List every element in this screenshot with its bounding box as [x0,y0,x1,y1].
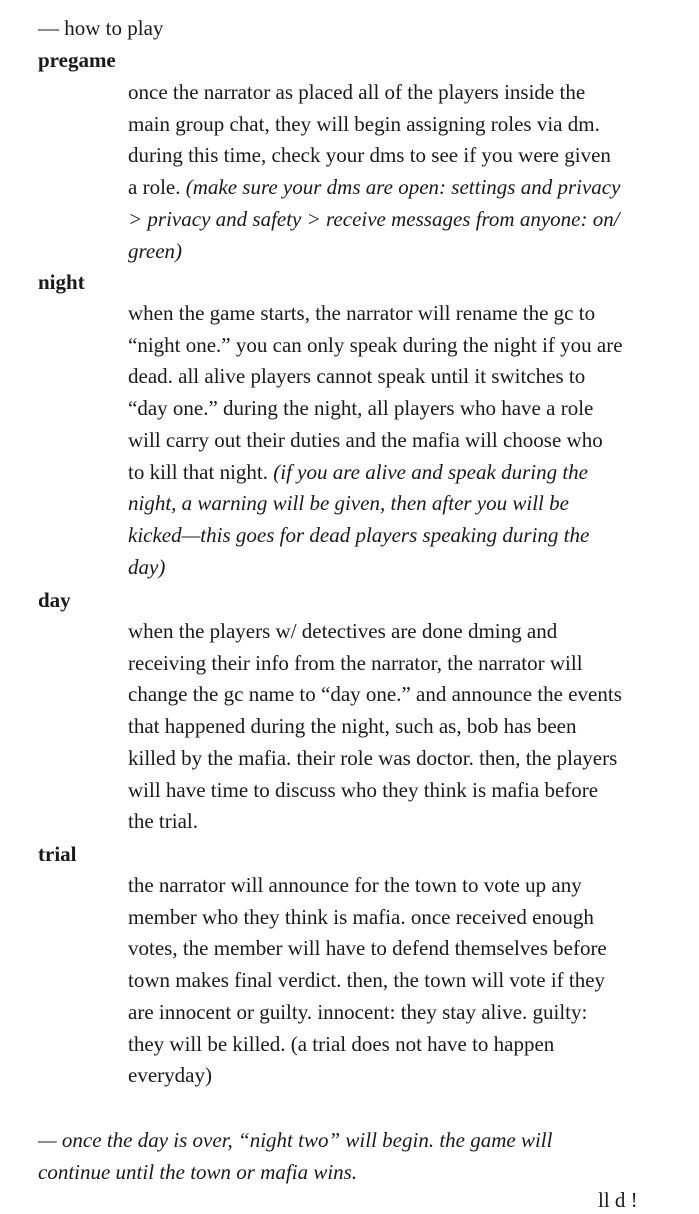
paragraph-line [128,77,668,109]
body-text: main group chat, they will begin assigning roles via dm. [128,111,600,136]
italic-text: day) [128,554,166,579]
body-text: to kill that night. [128,459,274,484]
body-text: receiving their info from the narrator, the narrator will [128,650,583,675]
paragraph-line [128,902,668,934]
section-title-trial: trial [38,842,77,866]
paragraph-line [128,870,668,902]
body-text: everyday) [128,1063,212,1088]
footer-line: — once the day is over, “night two” will begin. the game will [38,1128,553,1152]
paragraph-line [128,204,668,236]
body-text: town makes final verdict. then, the town will vote if they [128,968,606,993]
body-text: the trial. [128,809,198,834]
section-body-trial [128,870,668,1092]
italic-text: (make sure your dms are open: settings and privacy [185,175,621,200]
footer-line: continue until the town or mafia wins. [38,1160,358,1184]
paragraph-line [128,393,668,425]
section-body-night [128,298,668,583]
paragraph-line [128,457,668,489]
italic-text: (if you are alive and speak during the [273,459,588,484]
paragraph-line [128,997,668,1029]
paragraph-line [128,711,668,743]
body-text: votes, the member will have to defend themselves before [128,936,607,961]
paragraph-line [128,965,668,997]
paragraph-line [128,775,668,807]
body-text: that happened during the night, such as, bob has been [128,714,577,739]
body-text: dead. all alive players cannot speak until it switches to [128,364,586,389]
footer-note [38,1124,678,1188]
section-body-pregame [128,77,668,267]
body-text: they will be killed. (a trial does not have to happen [128,1031,555,1056]
paragraph-line [128,933,668,965]
paragraph-line [128,806,668,838]
body-text: killed by the mafia. their role was doctor. then, the players [128,745,618,770]
section-title-day: day [38,588,71,612]
body-text: when the players w/ detectives are done dming and [128,619,558,643]
body-text: during this time, check your dms to see if you were given [128,143,611,168]
paragraph-line [128,140,668,172]
italic-text: > privacy and safety > receive messages from anyone: on/ [128,206,620,231]
body-text: will have time to discuss who they think is mafia before [128,777,599,802]
paragraph-line [128,1060,668,1092]
paragraph-line [128,1029,668,1061]
paragraph-line [128,743,668,775]
italic-text: kicked—this goes for dead players speaking during the [128,522,590,547]
page-title: — how to play [38,16,164,40]
paragraph-line [128,679,668,711]
body-text: change the gc name to “day one.” and announce the events [128,682,622,707]
body-text: will carry out their duties and the mafia will choose who [128,427,603,452]
body-text: are innocent or guilty. innocent: they stay alive. guilty: [128,999,588,1024]
paragraph-line [128,330,668,362]
paragraph-line [128,361,668,393]
body-text: a role. [128,175,186,200]
paragraph-line [128,648,668,680]
paragraph-line [128,109,668,141]
body-text: the narrator will announce for the town to vote up any [128,873,582,897]
section-body-day [128,616,668,838]
body-text: once the narrator as placed all of the players inside the [128,80,586,104]
body-text: when the game starts, the narrator will rename the gc to [128,301,596,325]
paragraph-line [128,488,668,520]
paragraph-line [128,425,668,457]
section-title-pregame: pregame [38,48,116,72]
paragraph-line [128,616,668,648]
body-text: “day one.” during the night, all players who have a role [128,396,594,421]
paragraph-line [128,552,668,584]
body-text: “night one.” you can only speak during the night if you are [128,332,623,357]
cutoff-text: ll d ! [598,1188,638,1212]
section-title-night: night [38,270,85,294]
italic-text: night, a warning will be given, then after you will be [128,491,569,516]
italic-text: green) [128,238,183,263]
body-text: member who they think is mafia. once received enough [128,904,594,929]
paragraph-line [128,172,668,204]
paragraph-line [128,520,668,552]
paragraph-line [128,298,668,330]
paragraph-line [128,236,668,268]
